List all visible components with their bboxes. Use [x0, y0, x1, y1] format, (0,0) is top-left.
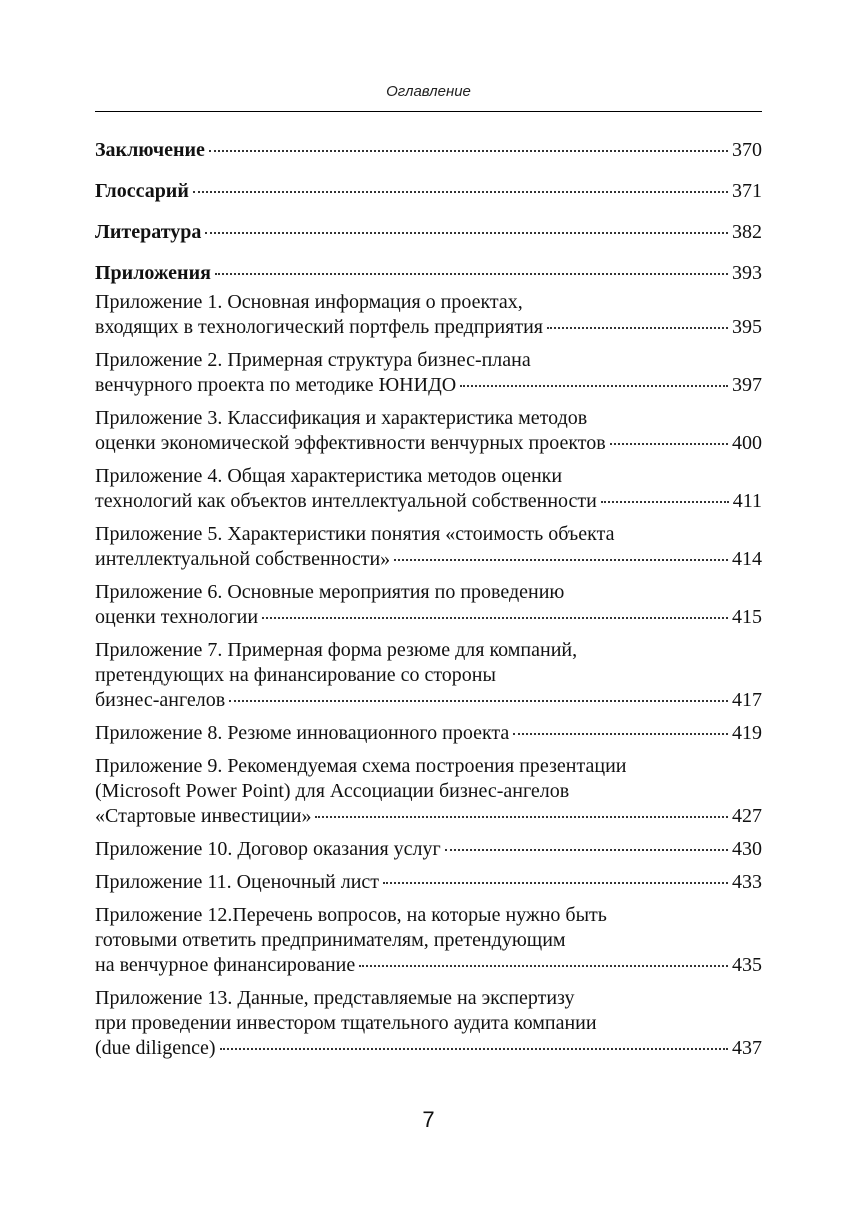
toc-entry	[95, 638, 762, 713]
toc-entry	[95, 837, 762, 862]
toc-entry-title-line: оценки технологии	[95, 606, 259, 628]
toc-entry-title-line: Приложение 9. Рекомендуемая схема построения презентации	[95, 755, 627, 777]
toc-entry-title-line: венчурного проекта по методике ЮНИДО	[95, 374, 457, 396]
toc-entry-title-line: Глоссарий	[95, 180, 189, 202]
toc-entry-title-line: технологий как объектов интеллектуальной собственности	[95, 490, 597, 512]
dot-leader	[383, 882, 728, 884]
toc-entry-title-line: готовыми ответить предпринимателям, претендующим	[95, 929, 566, 951]
toc-page-number: 370	[732, 139, 762, 161]
toc-entry	[95, 986, 762, 1061]
toc-entry	[95, 870, 762, 895]
toc-entry	[95, 348, 762, 398]
dot-leader	[547, 327, 728, 329]
toc-entry-title-line: Литература	[95, 221, 202, 243]
toc-entry-title-line: на венчурное финансирование	[95, 954, 356, 976]
toc-entry-title-line: при проведении инвестором тщательного аудита компании	[95, 1012, 597, 1034]
dot-leader	[209, 150, 728, 152]
toc-entry-title-line: интеллектуальной собственности»	[95, 548, 391, 570]
toc-entry-title-line: Заключение	[95, 139, 205, 161]
toc-entry-title-line: (Microsoft Power Point) для Ассоциации бизнес-ангелов	[95, 780, 570, 802]
toc-page-number: 417	[732, 689, 762, 711]
toc-entry	[95, 754, 762, 829]
toc-entry	[95, 464, 762, 514]
toc-entry-title-line: Приложение 10. Договор оказания услуг	[95, 838, 441, 860]
dot-leader	[215, 273, 728, 275]
toc-page-number: 397	[732, 374, 762, 396]
toc-page-number: 433	[732, 871, 762, 893]
toc-entry	[95, 179, 762, 204]
header-rule	[95, 111, 762, 112]
toc-entry	[95, 522, 762, 572]
toc-entry-title-line: Приложение 11. Оценочный лист	[95, 871, 380, 893]
toc-page-number: 415	[732, 606, 762, 628]
toc-page-number: 400	[732, 432, 762, 454]
toc-page-number: 419	[732, 722, 762, 744]
toc-entry-title-line: Приложение 12.Перечень вопросов, на которые нужно быть	[95, 904, 607, 926]
toc-page-number: 427	[732, 805, 762, 827]
page-number: 7	[422, 1107, 435, 1132]
toc-entry-title-line: Приложение 6. Основные мероприятия по проведению	[95, 581, 565, 603]
toc-page-number: 430	[732, 838, 762, 860]
toc-entry-title-line: бизнес-ангелов	[95, 689, 226, 711]
toc-page-number: 411	[732, 490, 762, 512]
dot-leader	[601, 501, 729, 503]
toc-entry-title-line: Приложение 2. Примерная структура бизнес-плана	[95, 349, 531, 371]
toc-entry	[95, 721, 762, 746]
toc-entry	[95, 903, 762, 978]
dot-leader	[220, 1048, 729, 1050]
toc-entry	[95, 580, 762, 630]
dot-leader	[193, 191, 728, 193]
dot-leader	[445, 849, 728, 851]
dot-leader	[229, 700, 728, 702]
dot-leader	[513, 733, 728, 735]
toc-entry-title-line: претендующих на финансирование со стороны	[95, 664, 496, 686]
toc-entry-title-line: Приложение 8. Резюме инновационного проекта	[95, 722, 510, 744]
dot-leader	[262, 617, 728, 619]
toc-page-number: 395	[732, 316, 762, 338]
toc-entry-title-line: (due diligence)	[95, 1037, 216, 1059]
toc-entry	[95, 138, 762, 163]
toc-page-number: 393	[732, 262, 762, 284]
toc-entry-title-line: Приложение 5. Характеристики понятия «стоимость объекта	[95, 523, 615, 545]
toc-entry-title-line: Приложение 7. Примерная форма резюме для компаний,	[95, 639, 578, 661]
toc-entry-title-line: «Стартовые инвестиции»	[95, 805, 312, 827]
toc-entry	[95, 220, 762, 245]
table-of-contents	[95, 138, 762, 1069]
toc-entry-title-line: Приложение 1. Основная информация о проектах,	[95, 291, 523, 313]
toc-page-number: 382	[732, 221, 762, 243]
toc-entry-title-line: Приложения	[95, 262, 211, 284]
dot-leader	[315, 816, 728, 818]
toc-page-number: 435	[732, 954, 762, 976]
running-title: Оглавление	[386, 83, 471, 100]
dot-leader	[359, 965, 728, 967]
toc-page-number: 437	[732, 1037, 762, 1059]
toc-entry-title-line: Приложение 13. Данные, представляемые на экспертизу	[95, 987, 575, 1009]
dot-leader	[610, 443, 728, 445]
toc-entry-title-line: Приложение 4. Общая характеристика методов оценки	[95, 465, 563, 487]
toc-entry	[95, 261, 762, 286]
toc-entry	[95, 290, 762, 340]
toc-entry-title-line: Приложение 3. Классификация и характеристика методов	[95, 407, 588, 429]
toc-entry-title-line: входящих в технологический портфель предприятия	[95, 316, 543, 338]
toc-entry-title-line: оценки экономической эффективности венчурных проектов	[95, 432, 606, 454]
toc-page-number: 371	[732, 180, 762, 202]
dot-leader	[205, 232, 728, 234]
toc-page-number: 414	[732, 548, 762, 570]
toc-entry	[95, 406, 762, 456]
dot-leader	[394, 559, 728, 561]
dot-leader	[460, 385, 728, 387]
